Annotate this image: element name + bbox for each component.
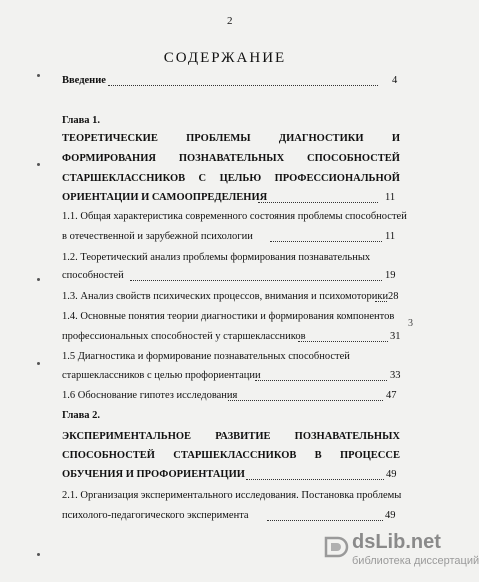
toc-item-1-2-dots — [130, 280, 382, 281]
document-title: СОДЕРЖАНИЕ — [163, 50, 287, 66]
intro-label: Введение — [62, 75, 106, 86]
intro-dots — [108, 85, 378, 86]
toc-item-1-4-page: 31 — [390, 331, 401, 342]
toc-item-1-1-dots — [270, 241, 382, 242]
scan-dot — [37, 74, 40, 77]
toc-item-1-5-dots — [255, 380, 387, 381]
chapter1-heading-line-3: СТАРШЕКЛАССНИКОВ С ЦЕЛЬЮ ПРОФЕССИОНАЛЬНОЙ — [62, 173, 400, 184]
toc-item-1-4-line-1: 1.4. Основные понятия теории диагностики и формирования компонентов — [62, 311, 395, 322]
toc-item-1-6-page: 47 — [386, 390, 397, 401]
toc-item-1-6-dots — [228, 400, 383, 401]
toc-item-1-1-line-1: 1.1. Общая характеристика современного состояния проблемы способностей — [62, 211, 407, 222]
toc-item-1-2-line-2: способностей — [62, 270, 124, 281]
scan-dot — [37, 278, 40, 281]
toc-item-1-1-line-2: в отечественной и зарубежной психологии — [62, 231, 253, 242]
chapter1-page: 11 — [385, 192, 396, 203]
scan-dot — [37, 553, 40, 556]
toc-item-1-6-line-1: 1.6 Обоснование гипотез исследования — [62, 390, 238, 401]
chapter2-heading-line-2: СПОСОБНОСТЕЙ СТАРШЕКЛАССНИКОВ В ПРОЦЕССЕ — [62, 450, 400, 461]
toc-item-1-4-dots — [298, 341, 388, 342]
watermark-subtitle: библиотека диссертаций — [352, 555, 479, 567]
toc-item-1-3-page: 28 — [388, 291, 399, 302]
chapter2-page: 49 — [386, 469, 397, 480]
dslib-logo-icon — [323, 535, 348, 560]
toc-item-1-5-line-2: старшеклассников с целью профориентации — [62, 370, 261, 381]
margin-mark: 3 — [408, 318, 413, 329]
chapter1-dots — [258, 202, 378, 203]
toc-item-1-5-page: 33 — [390, 370, 401, 381]
chapter1-label: Глава 1. — [62, 115, 101, 126]
page-number: 2 — [227, 15, 233, 27]
toc-item-2-1-dots — [267, 520, 383, 521]
scan-dot — [37, 163, 40, 166]
toc-item-2-1-line-1: 2.1. Организация экспериментального исследования. Постановка проблемы — [62, 490, 402, 501]
chapter2-label: Глава 2. — [62, 410, 101, 421]
chapter2-heading-line-3: ОБУЧЕНИЯ И ПРОФОРИЕНТАЦИИ — [62, 469, 245, 480]
watermark-title: dsLib.net — [352, 531, 441, 553]
toc-item-1-3-line-1: 1.3. Анализ свойств психических процессов, внимания и психомоторики — [62, 291, 389, 302]
toc-item-1-2-line-1: 1.2. Теоретический анализ проблемы формирования познавательных — [62, 252, 371, 263]
toc-item-1-1-page: 11 — [385, 231, 396, 242]
chapter2-heading-line-1: ЭКСПЕРИМЕНТАЛЬНОЕ РАЗВИТИЕ ПОЗНАВАТЕЛЬНЫХ — [62, 431, 400, 442]
chapter1-heading-line-4: ОРИЕНТАЦИИ И САМООПРЕДЕЛЕНИЯ — [62, 192, 268, 203]
chapter1-heading-line-2: ФОРМИРОВАНИЯ ПОЗНАВАТЕЛЬНЫХ СПОСОБНОСТЕЙ — [62, 153, 400, 164]
toc-item-2-1-page: 49 — [385, 510, 396, 521]
intro-page: 4 — [392, 75, 398, 86]
toc-item-1-3-dots — [375, 301, 387, 302]
chapter2-dots — [246, 479, 384, 480]
toc-item-1-4-line-2: профессиональных способностей у старшеклассников — [62, 331, 306, 342]
toc-item-1-2-page: 19 — [385, 270, 396, 281]
toc-item-1-5-line-1: 1.5 Диагностика и формирование познавательных способностей — [62, 351, 350, 362]
scan-dot — [37, 362, 40, 365]
chapter1-heading-line-1: ТЕОРЕТИЧЕСКИЕ ПРОБЛЕМЫ ДИАГНОСТИКИ И — [62, 133, 400, 144]
toc-item-2-1-line-2: психолого-педагогического эксперимента — [62, 510, 249, 521]
